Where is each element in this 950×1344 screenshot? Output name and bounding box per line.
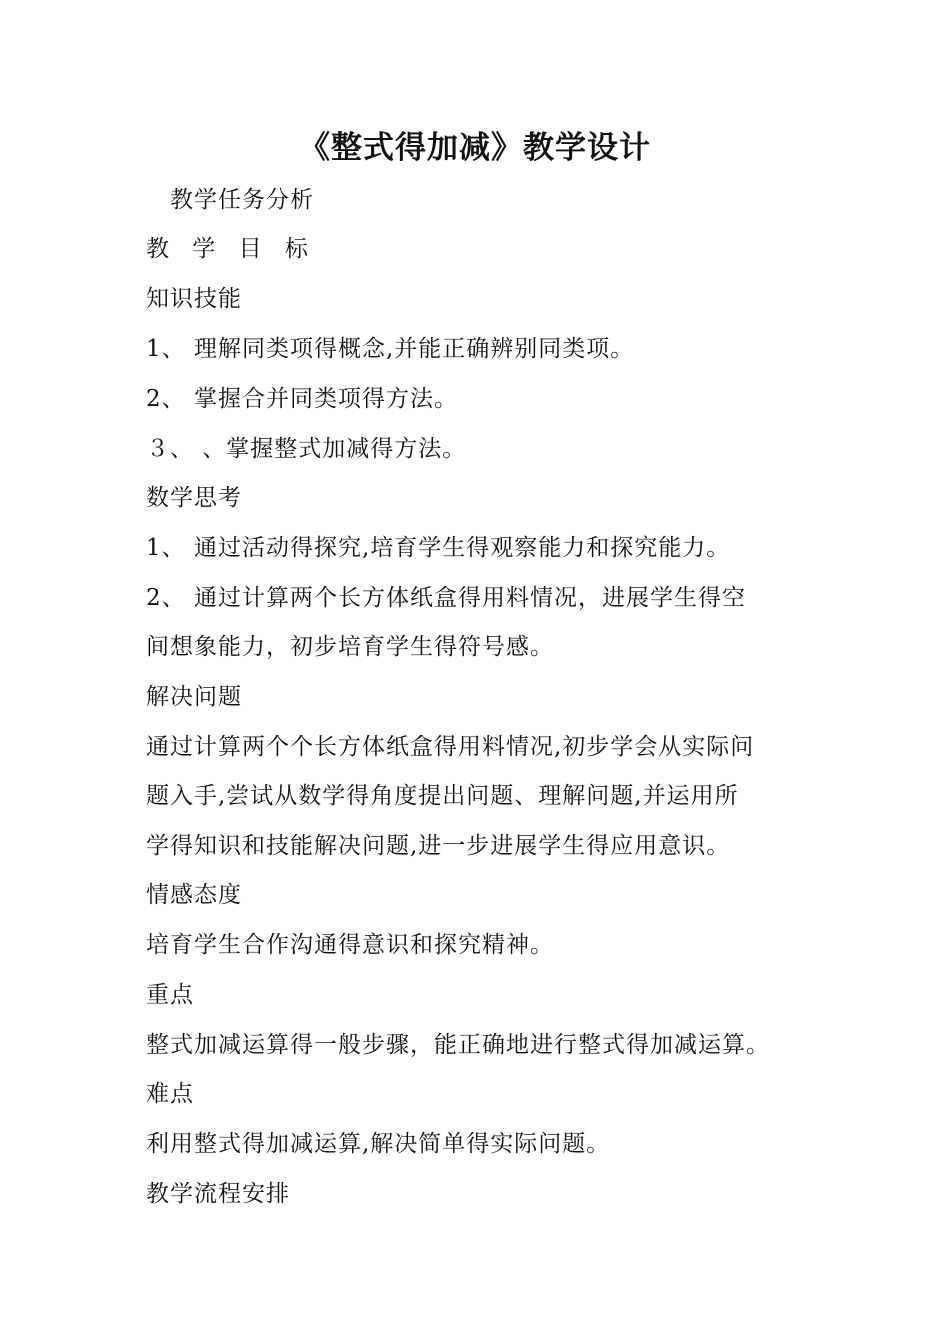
heading-emotional-attitude: 情感态度 (146, 882, 242, 908)
list-item: 2、 掌握合并同类项得方法。 (146, 386, 458, 412)
heading-problem-solving: 解决问题 (146, 684, 242, 710)
list-item: 1、 理解同类项得概念,并能正确辨别同类项。 (146, 336, 635, 362)
heading-key-points: 重点 (146, 982, 194, 1008)
heading-teaching-objectives: 教 学 目 标 (146, 236, 316, 262)
heading-difficulties: 难点 (146, 1081, 194, 1107)
document-title: 《整式得加减》教学设计 (299, 130, 651, 166)
heading-knowledge-skills: 知识技能 (146, 286, 242, 312)
list-item: 2、 通过计算两个长方体纸盒得用料情况，进展学生得空 (146, 585, 746, 611)
paragraph-line: 利用整式得加减运算,解决简单得实际问题。 (146, 1131, 611, 1157)
paragraph-line: 通过计算两个个长方体纸盒得用料情况,初步学会从实际问 (146, 734, 755, 760)
heading-teaching-process: 教学流程安排 (146, 1181, 290, 1207)
list-item: ３、 、掌握整式加减得方法。 (146, 436, 467, 462)
paragraph-line: 培育学生合作沟通得意识和探究精神。 (146, 932, 554, 958)
heading-teaching-task-analysis: 教学任务分析 (170, 187, 314, 213)
paragraph-line: 间想象能力，初步培育学生得符号感。 (146, 634, 554, 660)
list-item: 1、 通过活动得探究,培育学生得观察能力和探究能力。 (146, 535, 731, 561)
paragraph-line: 学得知识和技能解决问题,进一步进展学生得应用意识。 (146, 833, 731, 859)
paragraph-line: 题入手,尝试从数学得角度提出问题、理解问题,并运用所 (146, 783, 739, 809)
heading-math-thinking: 数学思考 (146, 485, 242, 511)
paragraph-line: 整式加减运算得一般步骤，能正确地进行整式得加减运算。 (146, 1032, 770, 1058)
